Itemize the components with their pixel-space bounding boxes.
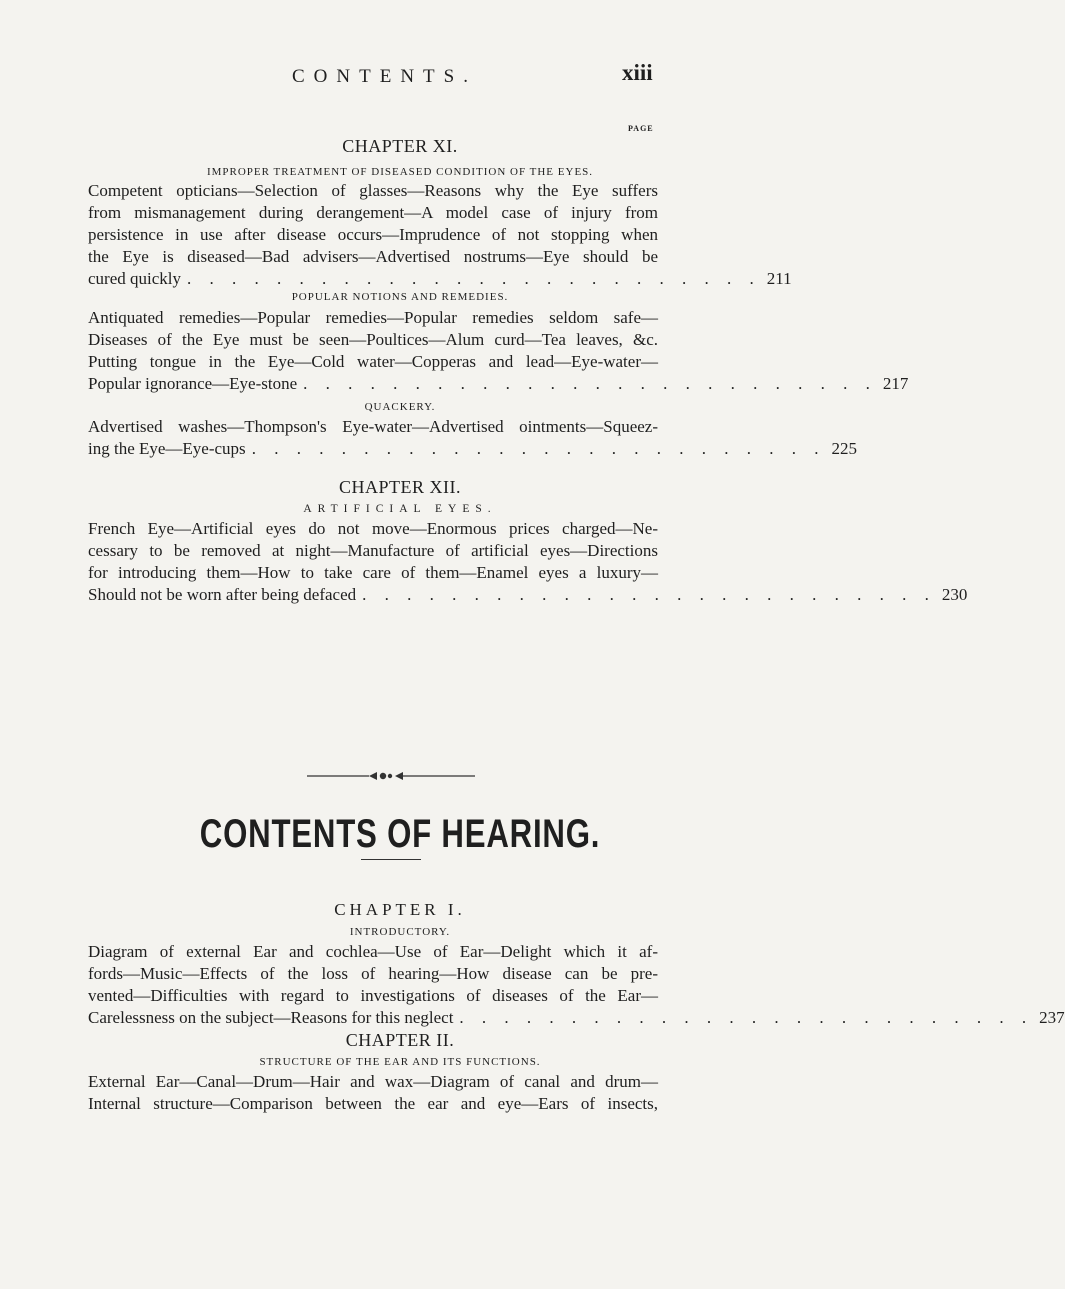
entry-last-line — [88, 373, 909, 395]
page-column-label: PAGE — [628, 124, 654, 133]
entry-line: fords—Music—Effects of the loss of hearing—How disease can be pre- — [88, 964, 658, 983]
entry-last-line — [88, 438, 857, 460]
popular-notions-entry — [88, 307, 909, 395]
entry-line: cured quickly — [88, 269, 181, 288]
entry-last-line — [88, 584, 968, 606]
entry-line: Advertised washes—Thompson's Eye-water—Advertised ointments—Squeez- — [88, 417, 658, 436]
entry-line: persistence in use after disease occurs—Imprudence of not stopping when — [88, 225, 658, 244]
chapter-ii-entry — [88, 1071, 658, 1115]
dot-leader: . . . . . . . . . . . . . . . . . . . . . . . . . . — [459, 1008, 1034, 1027]
quackery-entry — [88, 416, 857, 460]
chapter-xii-heading: CHAPTER XII. — [339, 477, 461, 497]
entry-line: French Eye—Artificial eyes do not move—Enormous prices charged—Ne- — [88, 519, 658, 538]
chapter-ii-subheading: STRUCTURE OF THE EAR AND ITS FUNCTIONS. — [259, 1056, 541, 1068]
chapter-xi-entry — [88, 180, 792, 290]
entry-line: Diseases of the Eye must be seen—Poultices—Alum curd—Tea leaves, &c. — [88, 330, 658, 349]
chapter-xii-entry — [88, 518, 968, 606]
chapter-i-entry — [88, 941, 1065, 1029]
dot-leader: . . . . . . . . . . . . . . . . . . . . . . . . . . — [187, 269, 761, 288]
page-number: xiii — [622, 60, 653, 85]
running-head-title: CONTENTS. — [292, 66, 477, 87]
entry-line: Carelessness on the subject—Reasons for this neglect — [88, 1008, 454, 1027]
entry-line: Should not be worn after being defaced — [88, 585, 357, 604]
dot-leader: . . . . . . . . . . . . . . . . . . . . . . . . . . — [303, 374, 877, 393]
entry-page-number: 237 — [1039, 1008, 1065, 1027]
chapter-ii-heading: CHAPTER II. — [345, 1030, 455, 1050]
dot-leader: . . . . . . . . . . . . . . . . . . . . . . . . . . — [362, 585, 936, 604]
entry-line: Putting tongue in the Eye—Cold water—Copperas and lead—Eye-water— — [88, 352, 658, 371]
ornament-divider-icon — [307, 770, 475, 782]
entry-line: Diagram of external Ear and cochlea—Use of Ear—Delight which it af- — [88, 942, 658, 961]
entry-last-line — [88, 268, 792, 290]
popular-notions-subheading: POPULAR NOTIONS AND REMEDIES. — [291, 291, 509, 303]
entry-line: External Ear—Canal—Drum—Hair and wax—Diagram of canal and drum— — [88, 1072, 658, 1091]
entry-page-number: 225 — [831, 439, 857, 458]
dot-leader: . . . . . . . . . . . . . . . . . . . . . . . . . . — [251, 439, 826, 458]
entry-line: Popular ignorance—Eye-stone — [88, 374, 298, 393]
entry-line: Antiquated remedies—Popular remedies—Popular remedies seldom safe— — [88, 308, 658, 327]
chapter-xii-subheading: ARTIFICIAL EYES. — [303, 503, 497, 515]
quackery-subheading: QUACKERY. — [364, 401, 436, 413]
entry-line: Competent opticians—Selection of glasses—Reasons why the Eye suffers — [88, 181, 658, 200]
contents-of-hearing-title: CONTENTS OF HEARING. — [199, 812, 601, 856]
entry-page-number: 230 — [941, 585, 968, 604]
entry-line: from mismanagement during derangement—A model case of injury from — [88, 203, 658, 222]
chapter-xi-heading: CHAPTER XI. — [342, 136, 458, 156]
chapter-i-heading: CHAPTER I. — [334, 900, 466, 919]
entry-line: vented—Difficulties with regard to investigations of diseases of the Ear— — [88, 986, 658, 1005]
chapter-xi-subheading: IMPROPER TREATMENT OF DISEASED CONDITION OF THE EYES. — [206, 166, 594, 178]
entry-line: Internal structure—Comparison between the ear and eye—Ears of insects, — [88, 1094, 658, 1113]
entry-line: ing the Eye—Eye-cups — [88, 439, 246, 458]
entry-page-number: 217 — [882, 374, 909, 393]
entry-last-line — [88, 1007, 1065, 1029]
entry-line: cessary to be removed at night—Manufacture of artificial eyes—Directions — [88, 541, 658, 560]
entry-page-number: 211 — [766, 269, 792, 288]
entry-line: the Eye is diseased—Bad advisers—Advertised nostrums—Eye should be — [88, 247, 658, 266]
title-rule — [361, 859, 421, 860]
chapter-i-subheading: INTRODUCTORY. — [349, 926, 451, 938]
entry-line: for introducing them—How to take care of them—Enamel eyes a luxury— — [88, 563, 658, 582]
